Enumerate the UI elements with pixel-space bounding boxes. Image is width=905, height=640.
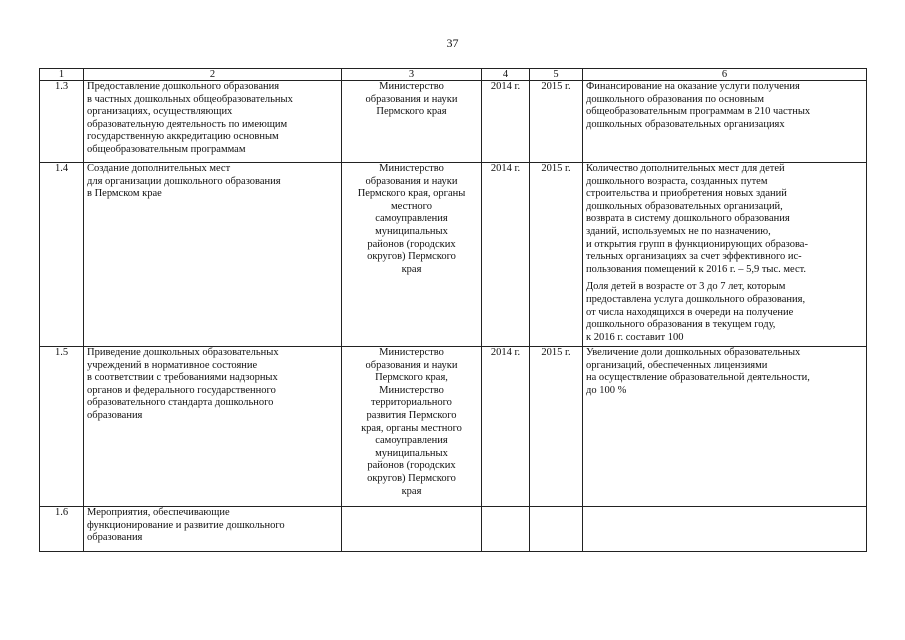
table-row [40, 507, 867, 552]
end-year: 2015 г. [530, 163, 583, 347]
executor-cell [342, 507, 482, 552]
executor-cell [342, 347, 482, 507]
row-number: 1.4 [40, 163, 84, 347]
activity-text: Создание дополнительных мест для организации дошкольного образования в Пермском крае [87, 163, 281, 200]
activity-text: Мероприятия, обеспечивающие функционирование и развитие дошкольного образования [87, 507, 285, 544]
page-number: 37 [446, 36, 459, 50]
result-text: Увеличение доли дошкольных образовательных организаций, обеспеченных лицензиями на осуществление образовательной деятельности, до 100 % [586, 347, 810, 396]
activity-text: Приведение дошкольных образовательных учреждений в нормативное состояние в соответствии с требованиями надзорных органов и федерального государственного образовательного стандарта дошкольного образования [87, 347, 279, 421]
activity-text: Предоставление дошкольного образования в частных дошкольных общеобразовательных организациях, осуществляющих образовательную деятельность по имеющим государственную аккредитацию основным общеобразовательным программам [87, 81, 293, 155]
result-cell [583, 347, 867, 507]
start-year: 2014 г. [482, 163, 530, 347]
start-year: 2014 г. [482, 81, 530, 163]
activity-cell [84, 507, 342, 552]
activity-cell [84, 81, 342, 163]
end-year: 2015 г. [530, 347, 583, 507]
table-row [40, 163, 867, 347]
result-cell [583, 507, 867, 552]
column-header: 5 [530, 69, 583, 81]
start-year: 2014 г. [482, 347, 530, 507]
executor-text: Министерство образования и науки Пермского края, Министерство территориального развития Пермского края, органы местного самоуправления муниципальных районов (городских округов) Пермского края [361, 347, 462, 497]
row-number: 1.3 [40, 81, 84, 163]
result-text: Финансирование на оказание услуги получения дошкольного образования по основным общеобразовательным программам в 210 частных дошкольных образовательных организациях [586, 81, 811, 130]
column-header: 1 [40, 69, 84, 81]
column-header: 6 [583, 69, 867, 81]
activity-cell [84, 163, 342, 347]
column-header: 3 [342, 69, 482, 81]
result-extra-text: Доля детей в возрасте от 3 до 7 лет, которым предоставлена услуга дошкольного образования, от числа находящихся в очереди на получение дошкольного образования в текущем году, к 2016 г. составит 100 [586, 281, 806, 343]
end-year [530, 507, 583, 552]
executor-cell [342, 163, 482, 347]
column-header-row [40, 69, 867, 81]
program-table [39, 68, 867, 552]
result-cell [583, 163, 867, 347]
row-number: 1.6 [40, 507, 84, 552]
activity-cell [84, 347, 342, 507]
column-header: 4 [482, 69, 530, 81]
result-text: Количество дополнительных мест для детей дошкольного возраста, созданных путем строительства и приобретения новых зданий дошкольных образовательных организаций, возврата в систему дошкольного образования зданий, используемых не по назначению, и открытия групп в функционирующих образова- тельных организациях за счет эффективного ис- пользования помещений к 2016 г. – 5,9 тыс. мест. [586, 163, 808, 275]
row-number: 1.5 [40, 347, 84, 507]
start-year [482, 507, 530, 552]
result-cell [583, 81, 867, 163]
executor-text: Министерство образования и науки Пермского края [365, 81, 458, 118]
table-row [40, 347, 867, 507]
executor-cell [342, 81, 482, 163]
executor-text: Министерство образования и науки Пермского края, органы местного самоуправления муниципальных районов (городских округов) Пермского края [357, 163, 466, 275]
column-header: 2 [84, 69, 342, 81]
end-year: 2015 г. [530, 81, 583, 163]
table-row [40, 81, 867, 163]
